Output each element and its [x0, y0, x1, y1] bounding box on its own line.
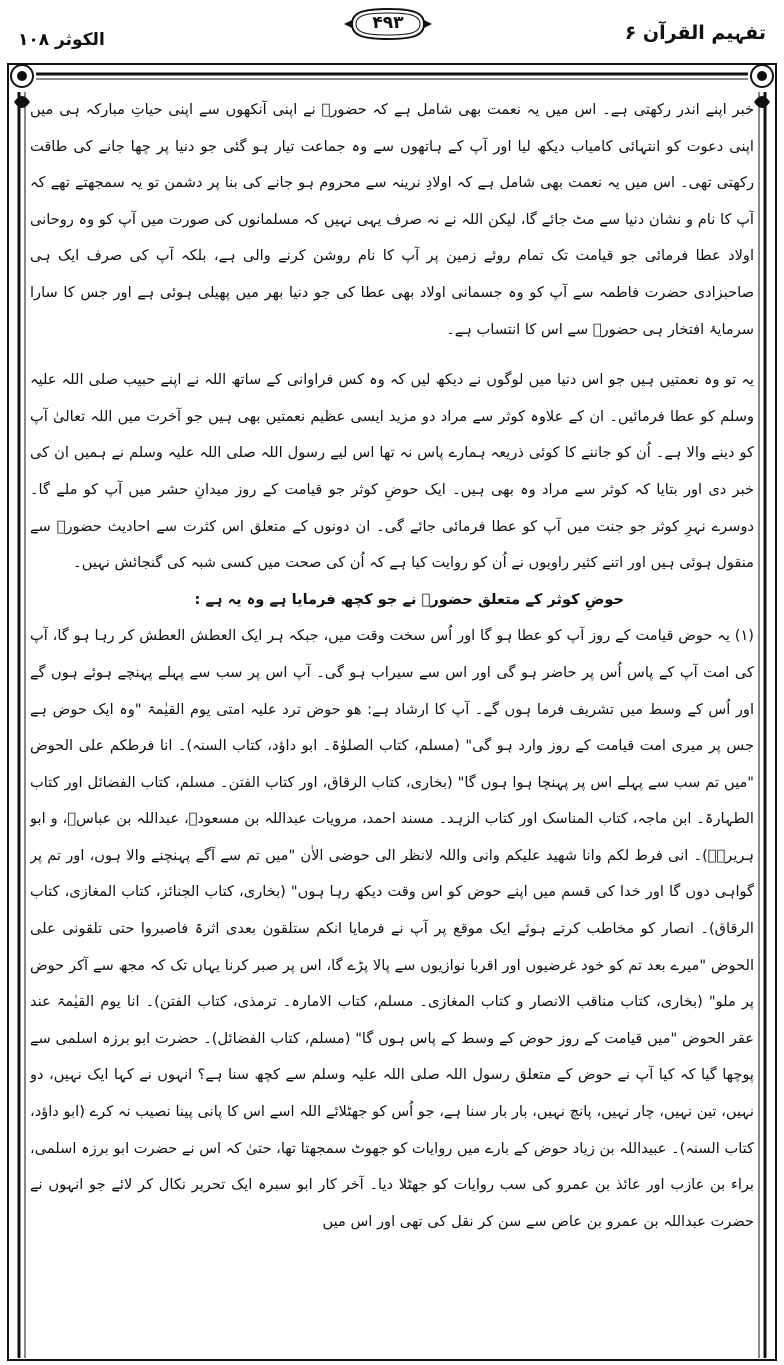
hadith-paragraph: (۱) یہ حوض قیامت کے روز آپ کو عطا ہو گا اور اُس سخت وقت میں، جبکہ ہر ایک العطش العطش کر رہا ہو گا، آپ کی امت آپ کے پاس اُس پر حاضر ہو گی اور اس سے سیراب ہو گی۔ آپ اس پر سب سے پہلے پہنچے ہوئے ہوں گے اور اُس کے وسط میں تشریف فرما ہوں گے۔ آپ کا ارشاد ہے: ھو حوض ترد علیہ امتی یوم القیٰمۃ "وہ ایک حوض ہے جس پر میری امت قیامت کے روز وارد ہو گی" (مسلم، کتاب الصلوٰۃ۔ ابو داؤد، کتاب السنہ)۔ انا فرطکم علی الحوض "میں تم سب سے پہلے اس پر پہنچا ہوا ہوں گا" (بخاری، کتاب الرقاق، اور کتاب الفتن۔ مسلم، کتاب الفضائل اور کتاب الطہارۃ۔ ابن ماجہ، کتاب المناسک اور کتاب الزہد۔ مسند احمد، مرویات عبداللہ بن مسعودؓ، عبداللہ بن عباسؓ، و ابو ہریرہؓ)۔ انی فرط لکم وانا شھید علیکم وانی واللہ لانظر الی حوضی الاٰن "میں تم سے آگے پہنچنے والا ہوں، اور تم پر گواہی دوں گا اور خدا کی قسم میں اپنے حوض کو اس وقت دیکھ رہا ہوں" (بخاری، کتاب الجنائز، کتاب المغازی، کتاب الرقاق)۔ انصار کو مخاطب کرتے ہوئے ایک موقع پر آپ نے فرمایا انکم ستلقون بعدی اثرۃ فاصبروا حتی تلقونی علی الحوض "میرے بعد تم کو خود غرضیوں اور اقربا نوازیوں سے پالا پڑے گا، اس پر صبر کرنا یہاں تک کہ مجھ سے آکر حوض پر ملو" (بخاری، کتاب مناقب الانصار و کتاب المغازی۔ مسلم، کتاب الامارہ۔ ترمذی، کتاب الفتن)۔ انا یوم القیٰمۃ عند عقر الحوض "میں قیامت کے روز حوض کے وسط کے پاس ہوں گا" (مسلم، کتاب الفضائل)۔ حضرت ابو برزہ اسلمی سے پوچھا گیا کہ کیا آپ نے حوض کے متعلق رسول اللہ صلی اللہ علیہ وسلم سے کچھ سنا ہے؟ انہوں نے کہا ایک نہیں، دو نہیں، تین نہیں، چار نہیں، پانچ نہیں، بار بار سنا ہے، جو اُس کو جھٹلائے اللہ اسے اس کا پانی پینا نصیب نہ کرے (ابو داؤد، کتاب السنہ)۔ عبیداللہ بن زیاد حوض کے بارے میں روایات کو جھوٹ سمجھتا تھا، حتیٰ کہ اس نے حضرت ابو برزہ اسلمی، براء بن عازب اور عائذ بن عمرو کی سب روایات کو جھٹلا دیا۔ آخر کار ابو سبرہ ایک تحریر نکال کر لائے جو انہوں نے حضرت عبداللہ بن عمرو بن عاص سے سن کر نقل کی تھی اور اس میں: [30, 627, 754, 1230]
book-title: تفہیم القرآن ۶: [624, 22, 766, 44]
page-number-ornament: [342, 6, 434, 42]
page-number: ۴۹۳: [372, 13, 404, 33]
paragraph: یہ تو وہ نعمتیں ہیں جو اس دنیا میں لوگوں نے دیکھ لیں کہ وہ کس فراوانی کے ساتھ اللہ نے اپنے حبیب صلی اللہ علیہ وسلم کو عطا فرمائیں۔ ان کے علاوہ کوثر سے مراد دو مزید ایسی عظیم نعمتیں بھی ہیں جو آخرت میں اللہ تعالیٰ آپ کو دینے والا ہے۔ اُن کو جاننے کا کوئی ذریعہ ہمارے پاس نہ تھا اس لیے رسول اللہ صلی اللہ علیہ وسلم نے ہمیں ان کی خبر دی اور بتایا کہ کوثر سے مراد وہ بھی ہیں۔ ایک حوضِ کوثر جو قیامت کے روز میدانِ حشر میں آپ کو ملے گا۔ دوسرے نہرِ کوثر جو جنت میں آپ کو عطا فرمائی جائے گی۔ ان دونوں کے متعلق اس کثرت سے احادیث حضورؐ سے منقول ہوئی ہیں اور اتنے کثیر راویوں نے اُن کو روایت کیا ہے کہ اُن کی صحت میں کسی شبہ کی گنجائش نہیں۔: [30, 371, 754, 572]
page-body-text: [30, 92, 754, 1358]
section-heading: حوضِ کوثر کے متعلق حضورؐ نے جو کچھ فرمایا ہے وہ یہ ہے :: [194, 590, 624, 608]
surah-reference: الکوثر ۱۰۸: [18, 30, 105, 50]
paragraph: خبر اپنے اندر رکھتی ہے۔ اس میں یہ نعمت بھی شامل ہے کہ حضورؐ نے اپنی آنکھوں سے اپنی حیاتِ مبارکہ ہی میں اپنی دعوت کو انتہائی کامیاب دیکھ لیا اور آپ کے ہاتھوں سے وہ جماعت تیار ہو گئی جو دنیا پر چھا جانے کی طاقت رکھتی تھی۔ اس میں یہ نعمت بھی شامل ہے کہ اولادِ نرینہ سے محروم ہو جانے کی بنا پر دشمن تو یہ سمجھتے تھے کہ آپ کا نام و نشان دنیا سے مٹ جائے گا، لیکن اللہ نے نہ صرف یہی نہیں کہ مسلمانوں کی صورت میں آپ کو وہ روحانی اولاد عطا فرمائی جو قیامت تک تمام روئے زمین پر آپ کا نام روشن کرنے والی ہے، بلکہ آپ کی صرف ایک ہی صاحبزادی حضرت فاطمہ سے آپ کو وہ جسمانی اولاد بھی عطا کی جو دنیا بھر میں پھیلی ہوئی ہے اور جس کا سارا سرمایۂ افتخار ہی حضورؐ سے اس کا انتساب ہے۔: [30, 101, 754, 338]
page-header: [0, 0, 784, 62]
